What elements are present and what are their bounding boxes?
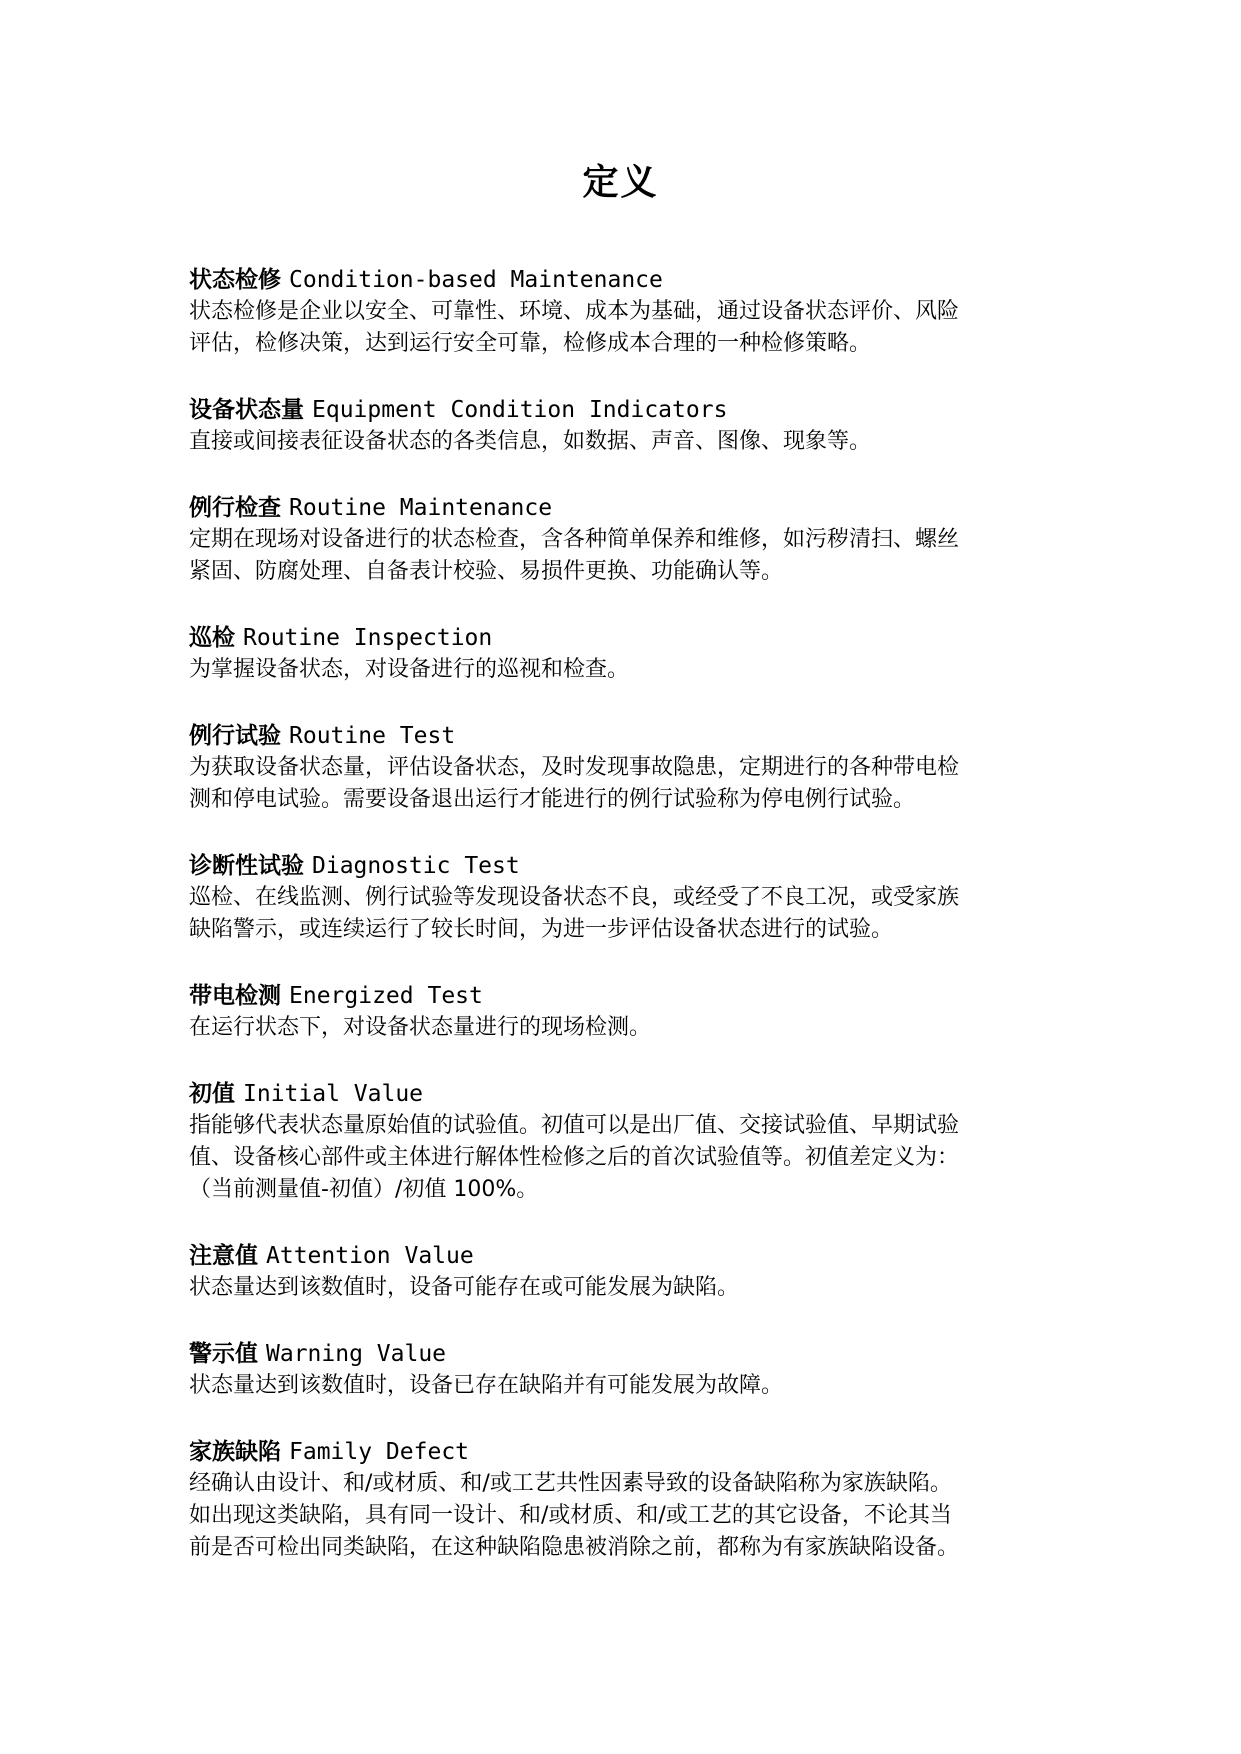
definition-item bbox=[189, 1078, 1069, 1206]
definition-term bbox=[189, 850, 1069, 882]
definition-line: 巡检、在线监测、例行试验等发现设备状态不良，或经受了不良工况，或受家族 bbox=[189, 885, 960, 910]
term-english: Family Defect bbox=[289, 1439, 470, 1465]
term-chinese: 诊断性试验 bbox=[189, 853, 304, 879]
definition-item bbox=[189, 1338, 1069, 1402]
definitions-list bbox=[189, 264, 1069, 1598]
term-chinese: 巡检 bbox=[189, 625, 235, 651]
definition-line: 定期在现场对设备进行的状态检查，含各种简单保养和维修，如污秽清扫、螺丝 bbox=[189, 527, 960, 552]
term-chinese: 家族缺陷 bbox=[189, 1439, 281, 1465]
definition-text bbox=[189, 524, 1069, 588]
definition-line: 缺陷警示，或连续运行了较长时间，为进一步评估设备状态进行的试验。 bbox=[189, 917, 894, 942]
definition-line: 为获取设备状态量，评估设备状态，及时发现事故隐患，定期进行的各种带电检 bbox=[189, 755, 960, 780]
page-title: 定义 bbox=[582, 161, 659, 203]
definition-item bbox=[189, 1240, 1069, 1304]
definition-text bbox=[189, 1468, 1069, 1564]
definition-text bbox=[189, 1272, 1069, 1304]
definition-line: 为掌握设备状态，对设备进行的巡视和检查。 bbox=[189, 657, 630, 682]
term-english: Initial Value bbox=[243, 1081, 424, 1107]
definition-term bbox=[189, 1338, 1069, 1370]
definition-line: 状态检修是企业以安全、可靠性、环境、成本为基础，通过设备状态评价、风险 bbox=[189, 299, 960, 324]
definition-line: 前是否可检出同类缺陷，在这种缺陷隐患被消除之前，都称为有家族缺陷设备。 bbox=[189, 1535, 960, 1560]
definition-line: 评估，检修决策，达到运行安全可靠，检修成本合理的一种检修策略。 bbox=[189, 331, 872, 356]
definition-text bbox=[189, 654, 1069, 686]
definition-line: （当前测量值-初值）/初值 100%。 bbox=[189, 1177, 539, 1202]
definition-item bbox=[189, 850, 1069, 946]
definition-term bbox=[189, 1078, 1069, 1110]
definition-text bbox=[189, 1370, 1069, 1402]
definition-text bbox=[189, 426, 1069, 458]
term-english: Attention Value bbox=[266, 1243, 474, 1269]
definition-term bbox=[189, 622, 1069, 654]
term-chinese: 状态检修 bbox=[189, 267, 281, 293]
definition-line: 状态量达到该数值时，设备已存在缺陷并有可能发展为故障。 bbox=[189, 1373, 784, 1398]
definition-item bbox=[189, 264, 1069, 360]
definition-item bbox=[189, 720, 1069, 816]
definition-term bbox=[189, 492, 1069, 524]
term-english: Routine Test bbox=[289, 723, 456, 749]
definition-text bbox=[189, 752, 1069, 816]
definition-line: 在运行状态下，对设备状态量进行的现场检测。 bbox=[189, 1015, 652, 1040]
definition-term bbox=[189, 394, 1069, 426]
definition-line: 状态量达到该数值时，设备可能存在或可能发展为缺陷。 bbox=[189, 1275, 740, 1300]
term-chinese: 初值 bbox=[189, 1081, 235, 1107]
definition-line: 直接或间接表征设备状态的各类信息，如数据、声音、图像、现象等。 bbox=[189, 429, 872, 454]
definition-term bbox=[189, 980, 1069, 1012]
definition-term bbox=[189, 264, 1069, 296]
term-chinese: 设备状态量 bbox=[189, 397, 304, 423]
term-english: Condition-based Maintenance bbox=[289, 267, 663, 293]
term-english: Routine Inspection bbox=[243, 625, 493, 651]
term-chinese: 例行试验 bbox=[189, 723, 281, 749]
term-chinese: 注意值 bbox=[189, 1243, 258, 1269]
term-chinese: 例行检查 bbox=[189, 495, 281, 521]
term-english: Diagnostic Test bbox=[312, 853, 520, 879]
definition-item bbox=[189, 980, 1069, 1044]
definition-text bbox=[189, 882, 1069, 946]
definition-item bbox=[189, 394, 1069, 458]
definition-line: 值、设备核心部件或主体进行解体性检修之后的首次试验值等。初值差定义为： bbox=[189, 1145, 960, 1170]
term-english: Equipment Condition Indicators bbox=[312, 397, 728, 423]
term-english: Routine Maintenance bbox=[289, 495, 553, 521]
definition-text bbox=[189, 1110, 1069, 1206]
definition-term bbox=[189, 720, 1069, 752]
term-english: Energized Test bbox=[289, 983, 483, 1009]
term-english: Warning Value bbox=[266, 1341, 447, 1367]
definition-line: 经确认由设计、和/或材质、和/或工艺共性因素导致的设备缺陷称为家族缺陷。 bbox=[189, 1471, 952, 1496]
term-chinese: 警示值 bbox=[189, 1341, 258, 1367]
definition-term bbox=[189, 1240, 1069, 1272]
definition-line: 紧固、防腐处理、自备表计校验、易损件更换、功能确认等。 bbox=[189, 559, 784, 584]
definition-item bbox=[189, 622, 1069, 686]
term-chinese: 带电检测 bbox=[189, 983, 281, 1009]
definition-line: 测和停电试验。需要设备退出运行才能进行的例行试验称为停电例行试验。 bbox=[189, 787, 916, 812]
definition-item bbox=[189, 492, 1069, 588]
definition-item bbox=[189, 1436, 1069, 1564]
definition-line: 指能够代表状态量原始值的试验值。初值可以是出厂值、交接试验值、早期试验 bbox=[189, 1113, 960, 1138]
definition-text bbox=[189, 1012, 1069, 1044]
definition-term bbox=[189, 1436, 1069, 1468]
definition-text bbox=[189, 296, 1069, 360]
definition-line: 如出现这类缺陷，具有同一设计、和/或材质、和/或工艺的其它设备，不论其当 bbox=[189, 1503, 952, 1528]
